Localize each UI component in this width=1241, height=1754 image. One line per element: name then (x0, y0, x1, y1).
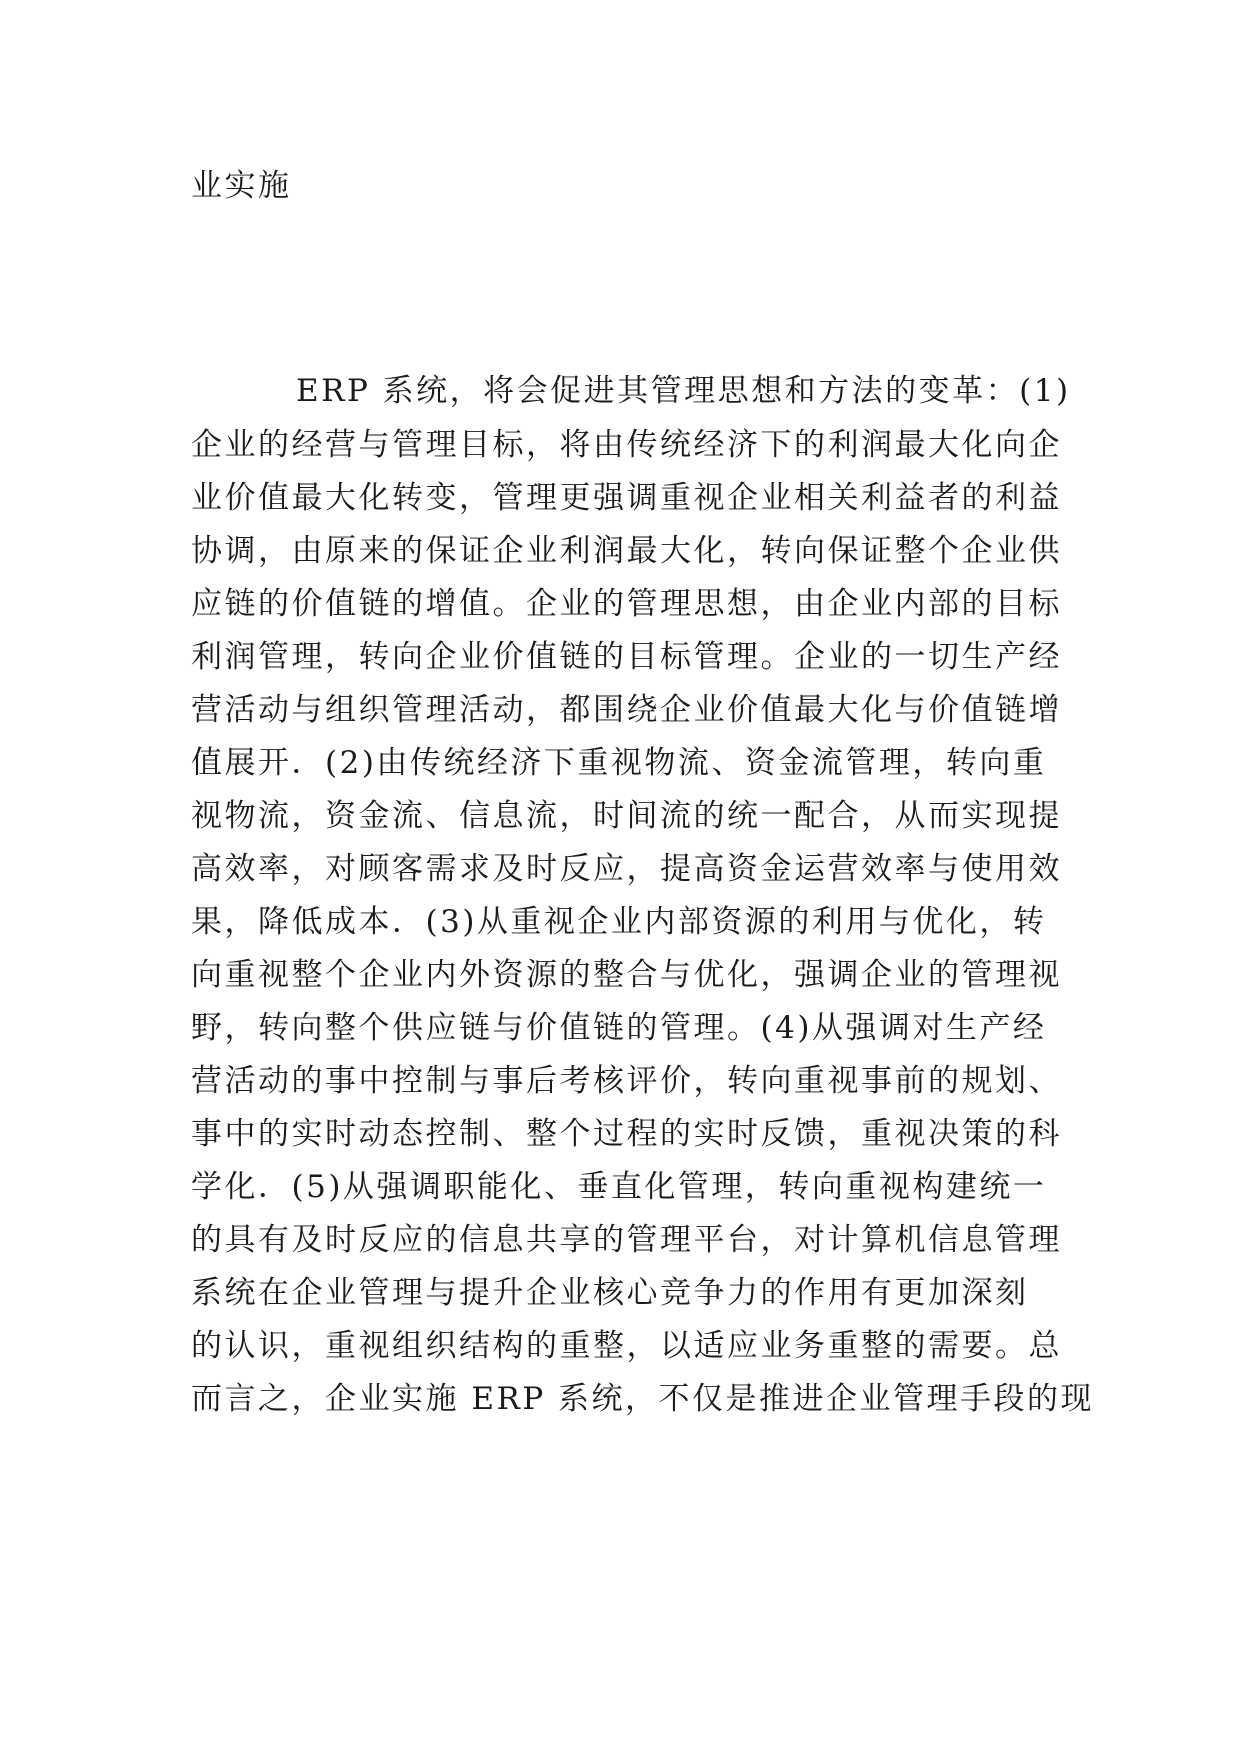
paragraph-line: 企业的经营与管理目标，将由传统经济下的利润最大化向企 (191, 427, 1062, 463)
paragraph-line: 的具有及时反应的信息共享的管理平台，对计算机信息管理 (191, 1222, 1062, 1258)
paragraph-line: 营活动的事中控制与事后考核评价，转向重视事前的规划、 (191, 1063, 1062, 1099)
paragraph-line: 系统在企业管理与提升企业核心竞争力的作用有更加深刻 (191, 1275, 1029, 1311)
paragraph-line: 而言之，企业实施 ERP 系统，不仅是推进企业管理手段的现 (191, 1381, 1095, 1417)
paragraph-line: 视物流，资金流、信息流，时间流的统一配合，从而实现提 (191, 798, 1062, 834)
paragraph-line: 高效率，对顾客需求及时反应，提高资金运营效率与使用效 (191, 851, 1062, 887)
paragraph-line: 果，降低成本．(3)从重视企业内部资源的利用与优化，转 (191, 904, 1047, 940)
paragraph-line: 事中的实时动态控制、整个过程的实时反馈，重视决策的科 (191, 1116, 1062, 1152)
continuation-fragment: 业实施 (191, 168, 292, 204)
paragraph-line: ERP 系统，将会促进其管理思想和方法的变革：(1) (296, 373, 1071, 409)
paragraph-line: 值展开．(2)由传统经济下重视物流、资金流管理，转向重 (191, 745, 1047, 781)
paragraph-line: 学化．(5)从强调职能化、垂直化管理，转向重视构建统一 (191, 1169, 1047, 1205)
paragraph-line: 的认识，重视组织结构的重整，以适应业务重整的需要。总 (191, 1328, 1062, 1364)
paragraph-line: 业价值最大化转变，管理更强调重视企业相关利益者的利益 (191, 480, 1062, 516)
paragraph-line: 向重视整个企业内外资源的整合与优化，强调企业的管理视 (191, 957, 1062, 993)
paragraph-line: 利润管理，转向企业价值链的目标管理。企业的一切生产经 (191, 639, 1062, 675)
paragraph-line: 营活动与组织管理活动，都围绕企业价值最大化与价值链增 (191, 692, 1062, 728)
paragraph-line: 野，转向整个供应链与价值链的管理。(4)从强调对生产经 (191, 1010, 1047, 1046)
paragraph-line: 应链的价值链的增值。企业的管理思想，由企业内部的目标 (191, 586, 1062, 622)
paragraph-line: 协调，由原来的保证企业利润最大化，转向保证整个企业供 (191, 533, 1062, 569)
